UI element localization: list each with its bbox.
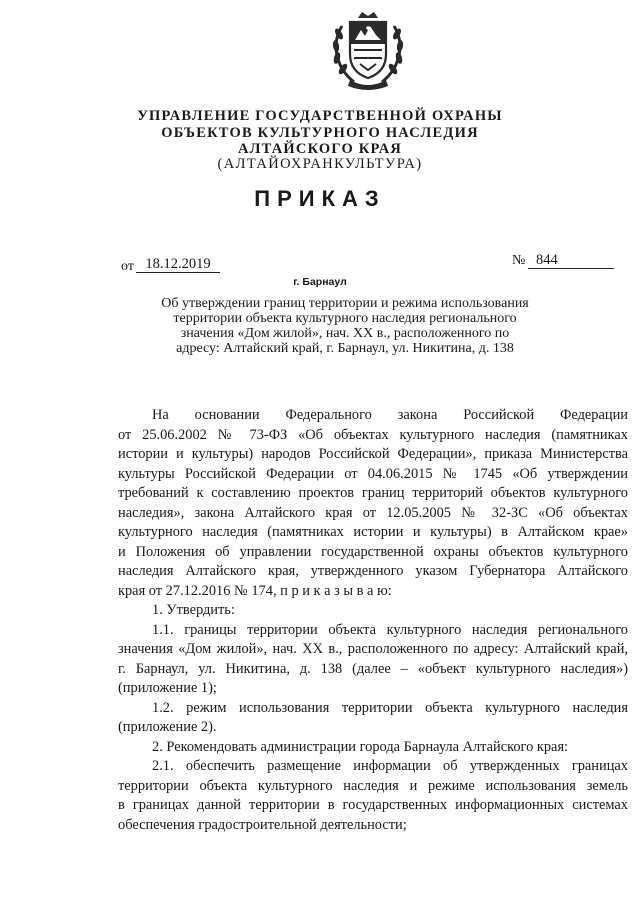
coat-of-arms-icon bbox=[328, 8, 408, 92]
subject-line: адресу: Алтайский край, г. Барнаул, ул. Никитина, д. 138 bbox=[176, 341, 514, 356]
preamble-line: требований к составлению проектов границ территорий объектов культурного bbox=[118, 485, 628, 501]
clause-1-2-line: (приложение 2). bbox=[118, 719, 217, 735]
preamble-line: культурного наследия (памятниках истории и культуры) в Алтайском крае» bbox=[118, 524, 628, 540]
subject-line: Об утверждении границ территории и режима использования bbox=[161, 296, 529, 311]
date-prefix: от bbox=[121, 259, 134, 274]
document-date: 18.12.2019 bbox=[136, 256, 220, 273]
preamble-line: На основании Федерального закона Российской Федерации bbox=[152, 407, 628, 423]
subject-line: территории объекта культурного наследия регионального bbox=[173, 311, 517, 326]
clause-1-1-line: 1.1. границы территории объекта культурного наследия регионального bbox=[152, 621, 628, 638]
document-number: 844 bbox=[528, 252, 614, 269]
city-name: г. Барнаул bbox=[293, 276, 347, 288]
clause-2-1-line: 2.1. обеспечить размещение информации об утвержденных границах bbox=[152, 758, 628, 774]
clause-1-1-line: значения «Дом жилой», нач. XX в., расположенного по адресу: Алтайский край, bbox=[118, 641, 628, 657]
preamble-line: истории и культуры) народов Российской Федерации», приказа Министерства bbox=[118, 446, 628, 462]
org-name-line-3: АЛТАЙСКОГО КРАЯ bbox=[237, 141, 403, 157]
clause-1-2-line: 1.2. режим использования территории объекта культурного наследия bbox=[152, 699, 628, 716]
document-title: ПРИКАЗ bbox=[254, 186, 386, 211]
order-subject bbox=[140, 296, 550, 356]
clause-2-1-line: обеспечения градостроительной деятельности; bbox=[118, 816, 407, 833]
org-abbreviation: (АЛТАЙОХРАНКУЛЬТУРА) bbox=[217, 156, 423, 172]
number-prefix: № bbox=[512, 253, 526, 268]
clause-1-1-line: г. Барнаул, ул. Никитина, д. 138 (далее – «объект культурного наследия») bbox=[118, 660, 628, 677]
org-name-line-1: УПРАВЛЕНИЕ ГОСУДАРСТВЕННОЙ ОХРАНЫ bbox=[137, 108, 503, 124]
subject-line: значения «Дом жилой», нач. XX в., расположенного по bbox=[180, 326, 510, 341]
clause-1-1-line: (приложение 1); bbox=[118, 680, 217, 696]
preamble-line: наследия Алтайского края, утвержденного указом Губернатора Алтайского bbox=[118, 563, 628, 579]
document-body bbox=[118, 406, 628, 835]
clause-1: 1. Утвердить: bbox=[152, 602, 235, 618]
preamble-line: от 25.06.2002 № 73-ФЗ «Об объектах культурного наследия (памятниках bbox=[118, 426, 628, 443]
preamble-line: и Положения об управлении государственной охраны объектов культурного bbox=[118, 543, 628, 560]
preamble-line: культуры Российской Федерации от 04.06.2015 № 1745 «Об утверждении bbox=[118, 465, 628, 482]
clause-2-1-line: территории объекта культурного наследия и режиме использования земель bbox=[118, 777, 628, 794]
clause-2: 2. Рекомендовать администрации города Барнаула Алтайского края: bbox=[152, 738, 569, 755]
clause-2-1-line: в границах данной территории в государственных информационных системах bbox=[118, 797, 628, 813]
org-name-line-2: ОБЪЕКТОВ КУЛЬТУРНОГО НАСЛЕДИЯ bbox=[161, 125, 479, 141]
preamble-line: наследия», закона Алтайского края от 12.05.2005 № 32-ЗС «Об объектах bbox=[118, 504, 628, 521]
preamble-line: края от 27.12.2016 № 174, п р и к а з ы в а ю: bbox=[118, 582, 392, 599]
